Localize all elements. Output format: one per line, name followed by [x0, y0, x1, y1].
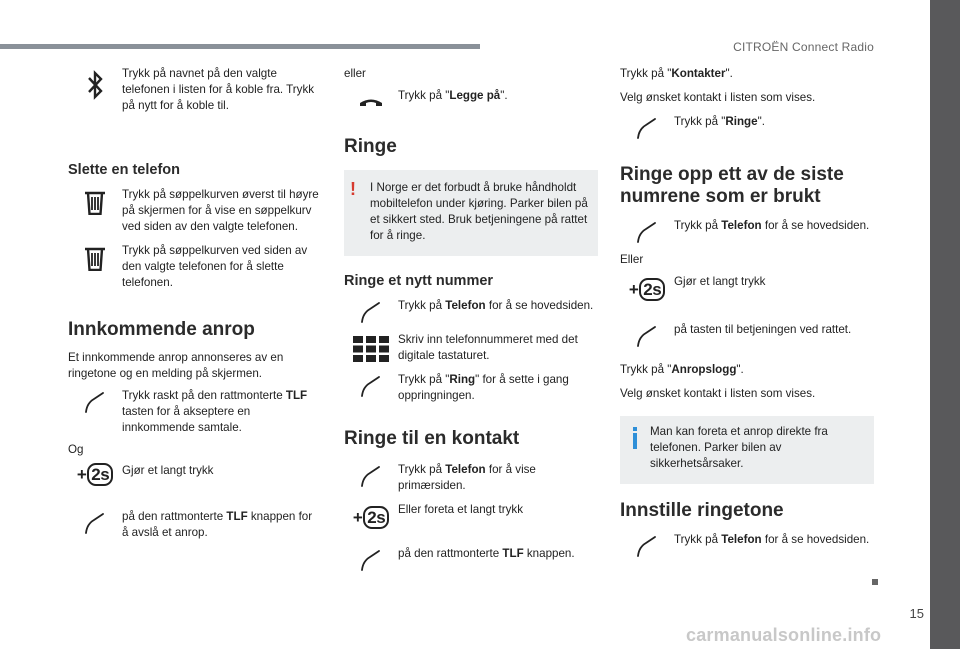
- eller-label: eller: [344, 67, 366, 80]
- select-contact-text-2: Velg ønsket kontakt i listen som vises.: [620, 387, 816, 400]
- ringe-text: Trykk på "Ringe".: [674, 115, 765, 128]
- warning-icon: !: [350, 179, 356, 199]
- tap-icon: [68, 509, 122, 535]
- plus-2s-icon: + 2s: [68, 463, 122, 485]
- new-step-3: [344, 372, 598, 404]
- delete-step-2: [68, 243, 320, 291]
- ringtone-title: Innstille ringetone: [620, 500, 784, 521]
- long-press-text: Gjør et langt trykk: [122, 464, 214, 477]
- accept-text: Trykk raskt på den rattmonterte TLF tasten for å akseptere en innkommende samtale.: [122, 389, 308, 434]
- new-text-1: Trykk på Telefon for å se hovedsiden.: [398, 299, 594, 312]
- contact-text-1: Trykk på Telefon for å vise primærsiden.: [398, 463, 536, 492]
- incoming-intro: Et innkommende anrop annonseres av en ringetone og en melding på skjermen.: [68, 351, 284, 380]
- bt-instruction: [68, 66, 320, 114]
- ringe-title: Ringe: [344, 136, 397, 157]
- new-number-title: Ringe et nytt nummer: [344, 273, 494, 289]
- og-label: Og: [68, 443, 84, 456]
- bluetooth-icon: [68, 66, 122, 100]
- tap-icon: [620, 322, 674, 348]
- side-strip: [930, 0, 960, 649]
- incoming-call-title: Innkommende anrop: [68, 319, 255, 340]
- tap-icon: [620, 218, 674, 244]
- recent-long-press: [620, 274, 874, 300]
- page-number: 15: [909, 606, 924, 621]
- select-contact-text: Velg ønsket kontakt i listen som vises.: [620, 91, 816, 104]
- top-bar: [0, 44, 480, 49]
- end-marker: [872, 579, 878, 585]
- delete-step-1: [68, 187, 320, 235]
- info-text: Man kan foreta et anrop direkte fra telefonen. Parker bilen av sikkerhetsårsaker.: [650, 425, 828, 470]
- ringtone-step-1: [620, 532, 874, 558]
- bt-text: Trykk på navnet på den valgte telefonen i listen for å koble fra. Trykk på nytt for å koble til.: [122, 67, 315, 112]
- contact-text-3: på den rattmonterte TLF knappen.: [398, 547, 575, 560]
- column-1: [68, 66, 320, 541]
- contact-title: Ringe til en kontakt: [344, 428, 520, 449]
- recent-step-1: [620, 218, 874, 244]
- wheel-key-text: på tasten til betjeningen ved rattet.: [674, 323, 852, 336]
- contact-text-2: Eller foreta et langt trykk: [398, 503, 524, 516]
- column-3: [620, 66, 874, 558]
- tap-icon: [620, 114, 674, 140]
- info-icon: [628, 424, 642, 472]
- ringtone-text-1: Trykk på Telefon for å se hovedsiden.: [674, 533, 870, 546]
- tap-icon: [344, 546, 398, 572]
- log-text: Trykk på "Anropslogg".: [620, 363, 744, 376]
- ringe-step: [620, 114, 874, 140]
- recent-long-press-text: Gjør et langt trykk: [674, 275, 766, 288]
- new-step-1: [344, 298, 598, 324]
- recent-text-1: Trykk på Telefon for å se hovedsiden.: [674, 219, 870, 232]
- delete-text-2: Trykk på søppelkurven ved siden av den valgte telefonen for å slette telefonen.: [122, 244, 308, 289]
- warning-box: [344, 170, 598, 256]
- column-2: [344, 66, 598, 572]
- keypad-icon: [344, 332, 398, 362]
- new-text-2: Skriv inn telefonnummeret med det digitale tastaturet.: [398, 333, 578, 362]
- trash-icon: [68, 187, 122, 215]
- kontakter-text: Trykk på "Kontakter".: [620, 67, 733, 80]
- delete-text-1: Trykk på søppelkurven øverst til høyre på skjermen for å vise en søppelkurv ved siden av den valgte telefonen.: [122, 188, 319, 233]
- recent-title: Ringe opp ett av de siste numrene som er brukt: [620, 164, 844, 207]
- trash-icon: [68, 243, 122, 271]
- long-press-step: [68, 463, 320, 485]
- info-box: [620, 416, 874, 484]
- hangup-text: Trykk på "Legge på".: [398, 89, 508, 102]
- reject-text: på den rattmonterte TLF knappen for å avslå et anrop.: [122, 510, 313, 539]
- contact-step-2: [344, 502, 598, 528]
- delete-phone-title: Slette en telefon: [68, 162, 180, 178]
- brand-header: CITROËN Connect Radio: [733, 40, 874, 54]
- contact-step-1: [344, 462, 598, 494]
- hangup-step: [344, 88, 598, 108]
- plus-2s-icon: + 2s: [344, 502, 398, 528]
- contact-step-3: [344, 546, 598, 572]
- reject-step: [68, 509, 320, 541]
- tap-icon: [344, 462, 398, 488]
- watermark: carmanualsonline.info: [686, 625, 882, 645]
- tap-icon: [68, 388, 122, 414]
- warning-text: I Norge er det forbudt å bruke håndholdt mobiltelefon under kjøring. Parker bilen på et sikkert sted. Bruk betjeningene på rattet for å ringe.: [370, 181, 588, 242]
- wheel-key-step: [620, 322, 874, 348]
- tap-icon: [344, 298, 398, 324]
- hang-up-icon: [344, 88, 398, 108]
- new-step-2: [344, 332, 598, 364]
- tap-icon: [344, 372, 398, 398]
- accept-step: [68, 388, 320, 436]
- new-text-3: Trykk på "Ring" for å sette i gang oppringningen.: [398, 373, 569, 402]
- eller-label-2: Eller: [620, 253, 644, 266]
- tap-icon: [620, 532, 674, 558]
- plus-2s-icon: + 2s: [620, 274, 674, 300]
